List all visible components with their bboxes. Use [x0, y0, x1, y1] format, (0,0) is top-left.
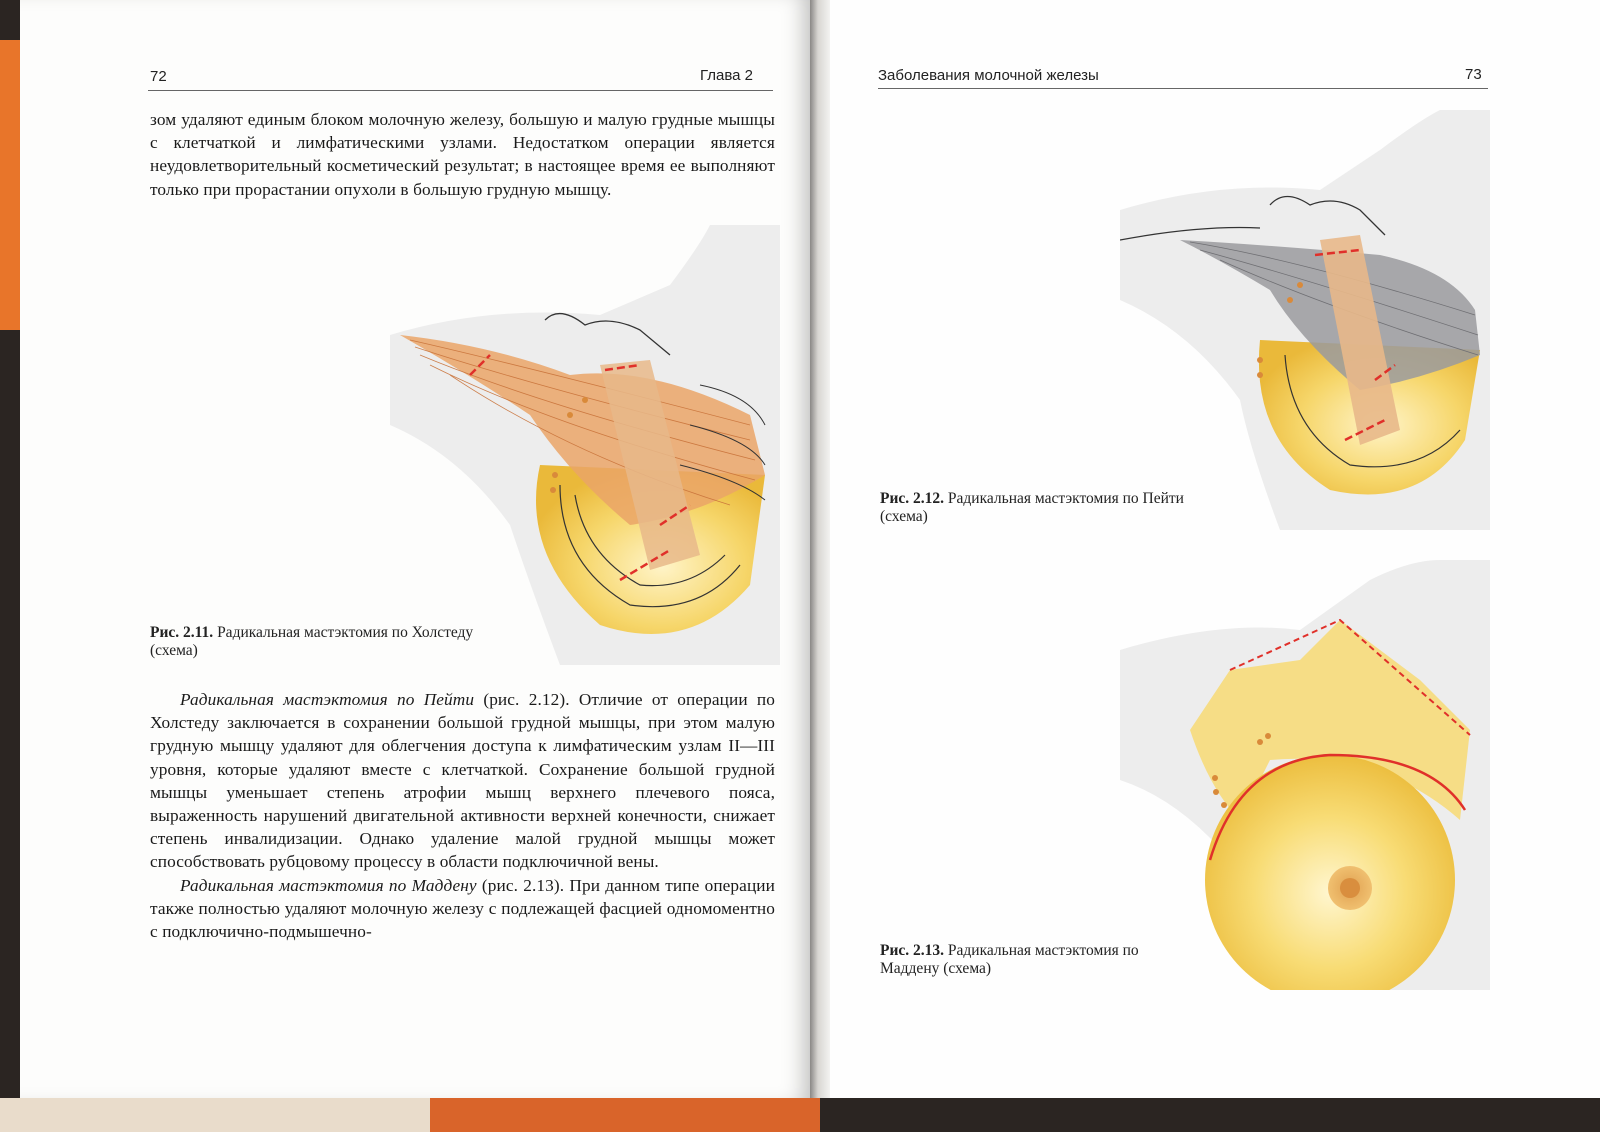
header-rule: [148, 90, 773, 91]
left-page-number: 72: [150, 68, 167, 85]
right-page: [830, 0, 1600, 1098]
paragraph-patey: [150, 688, 775, 874]
paragraph-text: (рис. 2.13). При данном типе операции также полностью удаляют молочную железу с подлежащей фасцией одномоментно с подключично-подмышечно-: [150, 875, 775, 942]
figure-caption-2-11: [150, 624, 490, 660]
left-page: [20, 0, 810, 1098]
cover-edge-bottom: [430, 1098, 820, 1132]
book-gutter: [810, 0, 830, 1098]
caption-text: Радикальная мастэктомия по Маддену (схема): [880, 942, 1139, 977]
left-running-head: Глава 2: [700, 67, 754, 84]
figure-caption-2-12: [880, 490, 1200, 526]
right-page-number: 73: [1465, 66, 1482, 83]
figure-caption-2-13: [880, 942, 1200, 978]
figure-label: Рис. 2.12.: [880, 490, 945, 507]
italic-term: Радикальная мастэктомия по Пейти: [180, 690, 475, 709]
figure-label: Рис. 2.11.: [150, 624, 214, 641]
text-block-bottom: [150, 688, 775, 943]
paragraph: зом удаляют единым блоком молочную железу, большую и малую грудные мышцы с клетчаткой и лимфатическими узлами. Недостатком операции является неудовлетворительный косметический результат; в настоящее время ее выполняют только при прорастании опухоли в большую грудную мышцу.: [150, 110, 775, 199]
caption-text: Радикальная мастэктомия по Пейти (схема): [880, 490, 1184, 525]
figure-label: Рис. 2.13.: [880, 942, 945, 959]
figure-patey-diagram: [1120, 110, 1490, 530]
right-running-head: Заболевания молочной железы: [878, 67, 1099, 84]
italic-term: Радикальная мастэктомия по Маддену: [180, 875, 477, 895]
text-block-top: [150, 108, 775, 201]
figure-madden-diagram: [1120, 560, 1490, 990]
cover-edge: [0, 40, 20, 330]
header-rule: [878, 88, 1488, 89]
caption-text: Радикальная мастэктомия по Холстеду (схема): [150, 624, 474, 659]
paragraph-text: (рис. 2.12). Отличие от операции по Холстеду заключается в сохранении большой грудной мышцы, при этом малую грудную мышцу удаляют для облегчения доступа к лимфатическим узлам II—III уровня, которые удаляют вместе с клетчаткой. Сохранение большой грудной мышцы уменьшает степень атрофии мышц верхнего плечевого пояса, выраженность нарушений двигательной активности верхней конечности, снижает степень инвалидизации. Однако удаление малой грудной мышцы может способствовать рубцовому процессу в области подключичной вены.: [150, 690, 775, 872]
figure-halsted-diagram: [370, 225, 780, 665]
paragraph-madden: [150, 874, 775, 944]
page-edge-bottom: [0, 1098, 430, 1132]
